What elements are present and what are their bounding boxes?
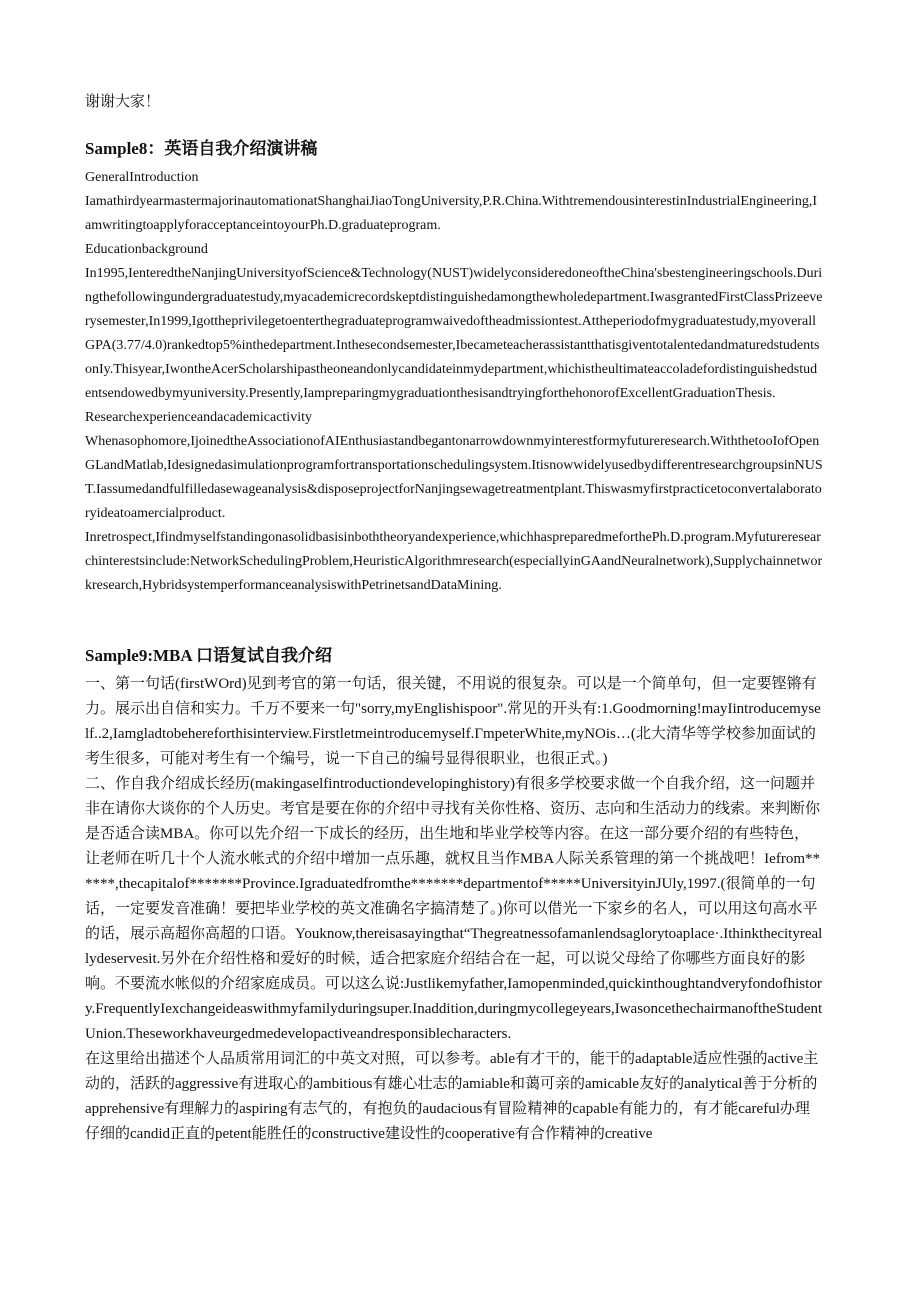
research-paragraph: Whenasophomore,IjoinedtheAssociationofAIEnthusiastandbegantonarrowdownmyinterestformyfutureresearch.WiththetooIofOpenGLandMatlab,Idesignedasimulationprogramfortransportationschedulingsystem.ItisnowwidelyusedbydifferentresearchgroupsinNUST.Iassumedandfulfilledasewageanalysis&disposeprojectforNanjingsewagetreatmentplant.Thiswasmyfirstpracticetoconvertalaboratoryideatoamercialproduct.: [85, 434, 823, 521]
sample9-title: Sample9:MBA 口语复试自我介绍: [85, 646, 332, 665]
growth-history-paragraph: 二、作自我介绍成长经历(makingaselfintroductiondevelopinghistory)有很多学校要求做一个自我介绍，这一问题并非在请你大谈你的个人历史。考官是要在你的介绍中寻找有关你性格、资历、志向和生活动力的线索。来判断你是否适合读MBA。你可以先介绍一下成长的经历，出生地和毕业学校等内容。在这一部分要介绍的有些特色，让老师在听几十个人流水帐式的介绍中增加一点乐趣，就权且当作MBA人际关系管理的第一个挑战吧！Iefrom******,thecapitalof*******Province.Igraduatedfromthe*******departmentof*****UniversityinJUly,1997.(很简单的一句话，一定要发音准确！要把毕业学校的英文准确名字搞清楚了。)你可以借光一下家乡的名人，可以用这句高水平的话，展示高超你高超的口语。Youknow,thereisasayingthat“Thegreatnessofamanlendsaglorytoaplace·.Ithinkthecityreallydeservesit.另外在介绍性格和爱好的时候，适合把家庭介绍结合在一起，可以说父母给了你哪些方面良好的影响。不要流水帐似的介绍家庭成员。可以这么说:Justlikemyfather,Iamopenminded,quickinthoughtandveryfondofhistory.FrequentlyIexchangeideaswithmyfamilyduringsuper.Inaddition,duringmycollegeyears,IwasoncethechairmanoftheStudentUnion.Theseworkhaveurgedmedevelopactiveandresponsiblecharacters.: [85, 776, 823, 1042]
education-paragraph: In1995,IenteredtheNanjingUniversityofScience&Technology(NUST)widelyconsideredoneoftheChina'sbestengineeringschools.Duringthefollowingundergraduatestudy,myacademicrecordskeptdistinguishedamongthewholedepartment.IwasgrantedFirstClassPrizeeverysemester,In1999,Igottheprivilegetoenterthegraduateprogramwaivedoftheadmissiontest.Attheperiodofmygraduatestudy,myoverallGPA(3.77/4.0)rankedtop5%inthedepartment.Inthesecondsemester,IbecameteacherassistantthatisgiventotalentedandmaturedstudentsonIy.Thisyear,IwontheAcerScholarshipastheoneandonlycandidateinmydepartment,whichistheultimateaccoladefordistinguishedstudentsendowedbymyuniversity.Presently,IampreparingmygraduationthesisandtryingforthehonorofExcellentGraduationThesis.: [85, 266, 823, 401]
research-heading: Researchexperienceandacademicactivity: [85, 410, 312, 425]
sample9-body: [85, 672, 823, 1147]
sample8-title: Sample8：英语自我介绍演讲稿: [85, 139, 318, 158]
first-word-paragraph: 一、第一句话(firstWOrd)见到考官的第一句话，很关键，不用说的很复杂。可以是一个简单句，但一定要铿锵有力。展示出自信和实力。千万不要来一句"sorry,myEnglishispoor".常见的开头有:1.Goodmorning!mayIintroducemyself..2,Iamgladtobehereforthisinterview.Firstletmeintroducemyself.ΓmpeterWhite,myNOis…(北大清华等学校参加面试的考生很多，可能对考生有一个编号，说一下自己的编号显得很职业，也很正式。): [85, 676, 821, 767]
vocabulary-paragraph: 在这里给出描述个人品质常用词汇的中英文对照，可以参考。able有才干的，能干的adaptable适应性强的active主动的，活跃的aggressive有进取心的ambitious有雄心壮志的amiable和蔼可亲的amicable友好的analytical善于分析的apprehensive有理解力的aspiring有志气的，有抱负的audacious有冒险精神的capable有能力的，有才能careful办理仔细的candid正直的petent能胜任的constructive建设性的cooperative有合作精神的creative: [85, 1051, 819, 1142]
general-intro-paragraph: IamathirdyearmastermajorinautomationatShanghaiJiaoTongUniversity,P.R.China.WithtremendousinterestinIndustrialEngineering,IamwritingtoapplyforacceptanceintoyourPh.D.graduateprogram.: [85, 194, 817, 233]
retrospect-paragraph: Inretrospect,Ifindmyselfstandingonasolidbasisinboththeoryandexperience,whichhaspreparedmeforthePh.D.program.Myfutureresearchinterestsinclude:NetworkSchedulingProblem,HeuristicAlgorithmresearch(especiallyinGAandNeuralnetwork),Supplychainnetworkresearch,HybridsystemperformanceanalysiswithPetrinetsandDataMining.: [85, 530, 823, 593]
closing-thanks: 谢谢大家！: [85, 94, 161, 110]
sample8-body: [85, 166, 823, 598]
education-heading: Educationbackground: [85, 242, 208, 257]
general-intro-heading: GeneralIntroduction: [85, 170, 199, 185]
